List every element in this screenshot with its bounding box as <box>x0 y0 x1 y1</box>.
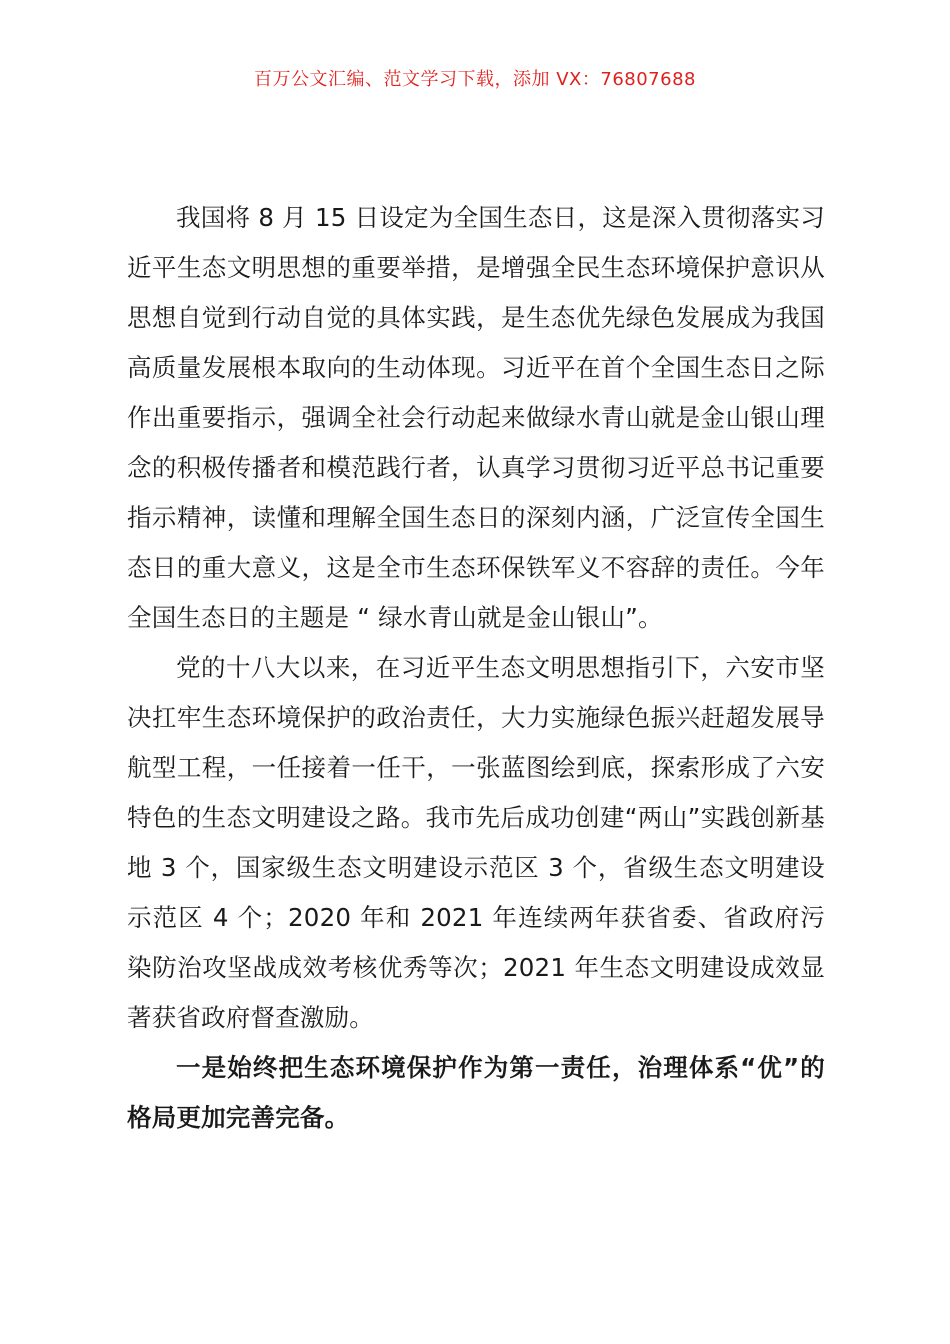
body-text <box>127 193 825 1143</box>
section-heading-one: 一是始终把生态环境保护作为第一责任，治理体系“优”的格局更加完善完备。 <box>127 1053 825 1132</box>
paragraph-intro: 我国将 8 月 15 日设定为全国生态日，这是深入贯彻落实习近平生态文明思想的重要举措，是增强全民生态环境保护意识从思想自觉到行动自觉的具体实践，是生态优先绿色发展成为我国高质量发展根本取向的生动体现。习近平在首个全国生态日之际作出重要指示，强调全社会行动起来做绿水青山就是金山银山理念的积极传播者和模范践行者，认真学习贯彻习近平总书记重要指示精神，读懂和理解全国生态日的深刻内涵，广泛宣传全国生态日的重大意义，这是全市生态环保铁军义不容辞的责任。今年全国生态日的主题是 “ 绿水青山就是金山银山”。 <box>127 203 825 632</box>
header-banner: 百万公文汇编、范文学习下载，添加 VX：76807688 <box>254 69 696 90</box>
paragraph-achievements: 党的十八大以来，在习近平生态文明思想指引下，六安市坚决扛牢生态环境保护的政治责任，大力实施绿色振兴赶超发展导航型工程，一任接着一任干，一张蓝图绘到底，探索形成了六安特色的生态文明建设之路。我市先后成功创建“两山”实践创新基地 3 个，国家级生态文明建设示范区 3 个，省级生态文明建设示范区 4 个；2020 年和 2021 年连续两年获省委、省政府污染防治攻坚战成效考核优秀等次；2021 年生态文明建设成效显著获省政府督查激励。 <box>127 653 825 1032</box>
